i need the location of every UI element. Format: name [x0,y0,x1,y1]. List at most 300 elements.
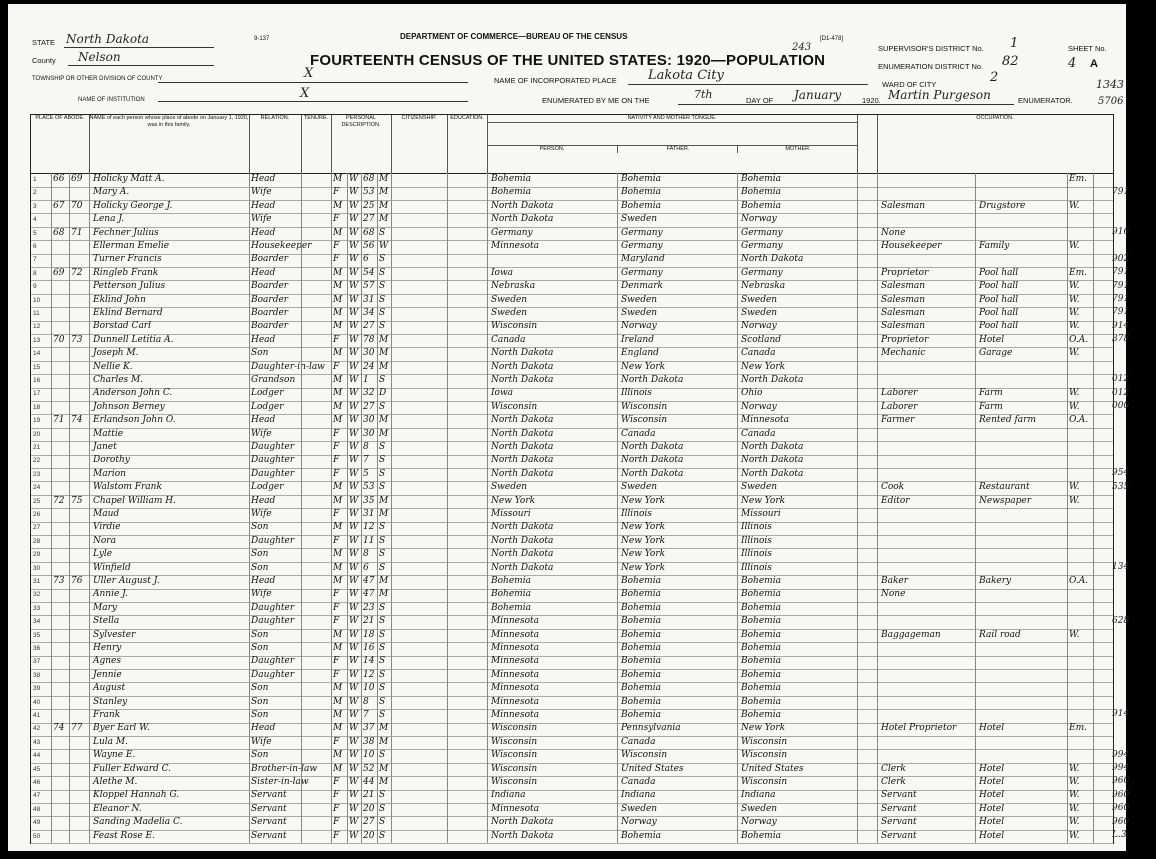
margin-number: 994 [1112,749,1130,760]
cell-mother-birthplace: United States [741,763,804,774]
margin-number: 012 [1112,374,1130,385]
cell-sex: F [333,817,340,828]
margin-number: 791 [1112,186,1130,197]
table-row [31,401,1113,416]
census-sheet [8,4,1130,851]
cell-birthplace: New York [491,495,536,506]
cell-person-name: August [93,683,126,694]
cell-marital-status: M [379,495,389,506]
cell-age: 20 [363,803,375,814]
cell-marital-status: S [379,710,386,720]
cell-race: W [349,549,359,560]
cell-industry: Hotel [979,830,1005,841]
cell-row-number: 30 [33,564,41,572]
cell-relation: Boarder [251,294,289,305]
cell-row-number: 28 [33,537,41,545]
table-row [31,535,1113,550]
cell-marital-status: S [379,616,386,627]
cell-marital-status: S [379,656,386,667]
cell-relation: Sister-in-law [251,777,309,787]
cell-age: 5 [363,468,369,479]
cell-marital-status: S [379,227,386,238]
cell-father-birthplace: New York [621,562,666,573]
cell-birthplace: Bohemia [491,187,531,198]
enum-district-label: ENUMERATION DISTRICT No. [878,62,984,71]
cell-person-name: Johnson Berney [93,401,165,412]
county-label: County [32,56,56,65]
margin-number: 960 [1112,776,1130,787]
cell-race: W [349,388,359,399]
cell-age: 25 [363,200,375,211]
corner-note-1: 1343 [1096,78,1124,91]
cell-race: W [349,187,359,198]
enumerator-name: Martin Purgeson [888,88,991,102]
cell-marital-status: M [379,763,389,774]
cell-age: 6 [363,562,369,573]
cell-birthplace: Wisconsin [491,723,538,734]
cell-birthplace: Minnesota [491,629,540,640]
cell-relation: Wife [251,736,272,747]
cell-relation: Boarder [251,281,289,292]
cell-row-number: 18 [33,403,41,411]
cell-class-of-worker: O.A. [1069,334,1089,345]
cell-mother-birthplace: Bohemia [741,643,781,653]
cell-birthplace: Wisconsin [491,777,538,787]
county-value: Nelson [78,50,121,64]
cell-mother-birthplace: North Dakota [741,375,804,385]
cell-birthplace: Wisconsin [491,401,538,412]
cell-sex: M [333,267,343,278]
cell-marital-status: S [379,455,386,466]
table-row [31,441,1113,456]
cell-industry: Hotel [979,803,1005,814]
subheader-father: FATHER. [617,145,738,153]
column-headers [31,115,1113,174]
cell-mother-birthplace: Germany [741,241,783,251]
cell-age: 38 [363,736,375,747]
cell-father-birthplace: Canada [621,736,656,747]
cell-person-name: Stella [93,616,120,627]
enum-district-value: 82 [1002,54,1019,69]
cell-sex: F [333,509,340,519]
cell-row-number: 43 [33,738,41,746]
cell-age: 27 [363,321,375,332]
supervisor-label: SUPERVISOR'S DISTRICT No. [878,44,984,53]
cell-father-birthplace: Bohemia [621,200,661,211]
cell-marital-status: M [379,214,389,225]
cell-father-birthplace: Wisconsin [621,750,668,761]
cell-person-name: Erlandson John O. [93,415,176,426]
cell-occupation: Laborer [881,388,918,399]
cell-race: W [349,817,359,828]
cell-father-birthplace: North Dakota [621,375,684,385]
cell-birthplace: Minnesota [491,683,540,694]
cell-relation: Housekeeper [251,241,312,251]
cell-family-number: 76 [71,576,83,586]
cell-dwelling-number: 67 [53,200,65,211]
state-value: North Dakota [66,32,150,46]
cell-marital-status: D [379,388,387,399]
cell-father-birthplace: Illinois [621,509,652,519]
cell-industry: Hotel [979,723,1005,734]
table-row [31,803,1113,818]
cell-marital-status: M [379,415,389,426]
cell-relation: Lodger [251,388,284,399]
cell-age: 24 [363,361,375,372]
header-personal: PERSONAL DESCRIPTION. [331,115,392,173]
cell-race: W [349,736,359,747]
cell-row-number: 4 [33,216,37,224]
enumerator-label: ENUMERATOR. [1018,96,1073,105]
cell-father-birthplace: England [621,348,659,359]
cell-class-of-worker: W. [1069,200,1080,211]
enumerated-label: ENUMERATED BY ME ON THE [542,96,650,105]
cell-marital-status: M [379,348,389,359]
cell-person-name: Dorothy [93,455,130,466]
cell-sex: F [333,254,340,265]
cell-birthplace: Indiana [491,790,526,801]
cell-mother-birthplace: Norway [741,817,777,828]
cell-birthplace: Iowa [491,267,514,278]
header-relation: RELATION. [249,115,302,173]
cell-father-birthplace: Bohemia [621,576,661,586]
cell-row-number: 41 [33,712,41,719]
cell-race: W [349,334,359,345]
cell-race: W [349,763,359,774]
cell-father-birthplace: Sweden [621,803,658,814]
cell-mother-birthplace: Wisconsin [741,750,788,761]
cell-race: W [349,777,359,787]
cell-age: 1 [363,375,369,385]
table-row [31,615,1113,630]
cell-relation: Head [251,415,276,426]
cell-marital-status: S [379,308,386,318]
cell-family-number: 72 [71,267,83,278]
cell-race: W [349,669,359,680]
cell-industry: Hotel [979,334,1005,345]
cell-marital-status: M [379,777,389,787]
cell-birthplace: North Dakota [491,535,554,546]
cell-mother-birthplace: Bohemia [741,669,781,680]
cell-class-of-worker: W. [1069,495,1080,506]
cell-birthplace: Wisconsin [491,763,538,774]
cell-birthplace: North Dakota [491,214,554,225]
cell-relation: Head [251,200,276,211]
cell-birthplace: North Dakota [491,830,554,841]
cell-sex: M [333,401,343,412]
cell-mother-birthplace: Illinois [741,535,772,546]
cell-mother-birthplace: Bohemia [741,656,781,667]
cell-person-name: Uller August J. [93,576,160,586]
cell-father-birthplace: Bohemia [621,629,661,640]
cell-marital-status: M [379,361,389,372]
cell-person-name: Dunnell Letitia A. [93,334,174,345]
supervisor-value: 1 [1010,36,1019,51]
cell-row-number: 21 [33,444,41,451]
table-row [31,481,1113,496]
cell-father-birthplace: Canada [621,777,656,787]
cell-relation: Grandson [251,375,296,385]
cell-mother-birthplace: Illinois [741,549,772,560]
cell-race: W [349,562,359,573]
cell-class-of-worker: W. [1069,401,1080,412]
cell-age: 32 [363,388,375,399]
table-row [31,347,1113,362]
state-label: STATE [32,38,56,47]
table-row [31,508,1113,523]
cell-dwelling-number: 72 [53,495,65,506]
cell-race: W [349,321,359,332]
cell-marital-status: S [379,669,386,680]
table-row [31,521,1113,536]
cell-birthplace: Minnesota [491,710,540,720]
cell-mother-birthplace: Wisconsin [741,777,788,787]
cell-birthplace: Minnesota [491,643,540,653]
cell-race: W [349,696,359,707]
cell-row-number: 50 [33,832,41,840]
cell-mother-birthplace: Germany [741,267,783,278]
table-row [31,655,1113,670]
table-row [31,173,1113,188]
corner-note-2: 5706 [1098,96,1124,107]
cell-father-birthplace: Germany [621,241,663,251]
cell-father-birthplace: Illinois [621,388,652,399]
cell-family-number: 73 [71,334,83,345]
table-row [31,454,1113,469]
cell-sex: F [333,616,340,627]
cell-birthplace: Minnesota [491,803,540,814]
cell-race: W [349,589,359,600]
table-row [31,682,1113,697]
cell-person-name: Marion [93,468,126,479]
cell-row-number: 11 [33,310,40,317]
cell-row-number: 37 [33,658,41,666]
cell-marital-status: S [379,549,386,560]
cell-occupation: Clerk [881,763,906,774]
cell-birthplace: Iowa [491,388,514,399]
cell-race: W [349,468,359,479]
cell-row-number: 40 [33,698,41,706]
cell-birthplace: North Dakota [491,817,554,828]
place-label: NAME OF INCORPORATED PLACE [494,76,617,85]
cell-father-birthplace: Sweden [621,294,658,305]
cell-race: W [349,643,359,653]
cell-occupation: Servant [881,790,917,801]
cell-sex: F [333,803,340,814]
cell-sex: M [333,696,343,707]
cell-sex: M [333,174,343,184]
cell-dwelling-number: 66 [53,174,65,184]
cell-marital-status: S [379,602,386,613]
cell-age: 10 [363,750,375,761]
cell-mother-birthplace: Scotland [741,334,782,345]
cell-marital-status: S [379,442,386,452]
cell-age: 35 [363,495,375,506]
cell-marital-status: S [379,562,386,573]
header-tenure: TENURE. [301,115,332,173]
cell-age: 7 [363,455,369,466]
cell-marital-status: S [379,375,386,385]
cell-mother-birthplace: Sweden [741,803,778,814]
cell-age: 8 [363,549,369,560]
cell-marital-status: S [379,790,386,801]
cell-person-name: Frank [93,710,121,720]
cell-father-birthplace: New York [621,522,666,533]
cell-mother-birthplace: Bohemia [741,616,781,627]
table-row [31,749,1113,764]
cell-race: W [349,495,359,506]
cell-mother-birthplace: North Dakota [741,442,804,452]
table-row [31,763,1113,778]
cell-mother-birthplace: Bohemia [741,683,781,694]
cell-race: W [349,683,359,694]
ward-label: WARD OF CITY [882,80,937,89]
cell-marital-status: S [379,482,386,493]
cell-marital-status: M [379,428,389,439]
cell-person-name: Petterson Julius [93,281,166,292]
cell-class-of-worker: Em. [1069,267,1087,278]
table-row [31,642,1113,657]
cell-person-name: Kloppel Hannah G. [93,790,180,801]
cell-row-number: 27 [33,524,41,532]
cell-row-number: 1 [33,176,37,183]
institution-value: X [300,86,310,101]
cell-sex: M [333,763,343,774]
margin-number: 914 [1112,709,1130,720]
cell-person-name: Ringleb Frank [93,267,159,278]
cell-person-name: Holicky Matt A. [93,174,165,184]
cell-row-number: 17 [33,390,41,398]
cell-row-number: 42 [33,725,41,733]
cell-birthplace: Wisconsin [491,750,538,761]
cell-age: 11 [363,535,375,546]
cell-age: 68 [363,227,375,238]
margin-number: 535 [1112,481,1130,492]
table-row [31,414,1113,429]
cell-mother-birthplace: Norway [741,214,777,225]
cell-person-name: Turner Francis [93,254,162,265]
table-row [31,267,1113,282]
cell-marital-status: M [379,589,389,600]
cell-dwelling-number: 68 [53,227,65,238]
cell-marital-status: S [379,830,386,841]
cell-relation: Daughter [251,616,295,627]
cell-occupation: Housekeeper [881,241,942,251]
cell-age: 8 [363,442,369,452]
cell-row-number: 23 [33,470,41,478]
cell-class-of-worker: O.A. [1069,415,1089,426]
cell-age: 34 [363,308,375,318]
cell-father-birthplace: Bohemia [621,710,661,720]
cell-person-name: Henry [93,643,122,653]
cell-dwelling-number: 69 [53,267,65,278]
cell-mother-birthplace: Bohemia [741,200,781,211]
cell-father-birthplace: North Dakota [621,455,684,466]
cell-occupation: Servant [881,803,917,814]
cell-relation: Boarder [251,308,289,318]
table-row [31,776,1113,791]
cell-class-of-worker: W. [1069,830,1080,841]
cell-mother-birthplace: Minnesota [741,415,790,426]
cell-sex: M [333,375,343,385]
cell-relation: Servant [251,817,287,828]
cell-age: 16 [363,643,375,653]
cell-age: 57 [363,281,375,292]
cell-row-number: 9 [33,283,37,291]
cell-person-name: Walstom Frank [93,482,162,493]
cell-father-birthplace: New York [621,549,666,560]
cell-row-number: 16 [33,377,41,384]
cell-occupation: Salesman [881,200,926,211]
cell-sex: M [333,750,343,761]
cell-person-name: Fechner Julius [93,227,159,238]
margin-number: 378 [1112,334,1130,345]
cell-birthplace: Minnesota [491,616,540,627]
cell-row-number: 5 [33,229,37,237]
cell-class-of-worker: W. [1069,281,1080,292]
cell-occupation: Servant [881,817,917,828]
cell-mother-birthplace: Sweden [741,308,778,318]
cell-marital-status: M [379,576,389,586]
cell-occupation: Cook [881,482,905,493]
margin-number: 791 [1112,267,1130,278]
cell-race: W [349,656,359,667]
cell-mother-birthplace: Sweden [741,294,778,305]
cell-father-birthplace: Bohemia [621,174,661,184]
cell-race: W [349,401,359,412]
margin-number: 914 [1112,320,1130,331]
cell-race: W [349,267,359,278]
table-row [31,588,1113,603]
cell-birthplace: Missouri [491,509,531,519]
table-row [31,307,1113,322]
cell-person-name: Joseph M. [93,348,139,359]
table-row [31,320,1113,335]
cell-person-name: Annie J. [93,589,128,600]
cell-race: W [349,710,359,720]
cell-row-number: 7 [33,256,37,264]
cell-birthplace: Minnesota [491,669,540,680]
cell-row-number: 39 [33,685,41,693]
cell-relation: Daughter [251,468,295,479]
place-value: Lakota City [648,68,724,83]
cell-relation: Daughter [251,535,295,546]
margin-number: 960 [1112,789,1130,800]
cell-occupation: None [881,227,906,238]
cell-father-birthplace: Bohemia [621,656,661,667]
cell-father-birthplace: Bohemia [621,643,661,653]
cell-age: 8 [363,696,369,707]
cell-marital-status: M [379,174,389,184]
cell-person-name: Wayne E. [93,750,136,761]
census-table [30,114,1114,844]
margin-number: 628 [1112,615,1130,626]
cell-sex: F [333,535,340,546]
cell-person-name: Feast Rose E. [93,830,155,841]
cell-mother-birthplace: Bohemia [741,589,781,600]
cell-relation: Wife [251,214,272,225]
cell-industry: Pool hall [979,267,1019,278]
margin-number: 791 [1112,280,1130,291]
cell-mother-birthplace: Norway [741,401,777,412]
sheet-value: 4 [1068,56,1077,71]
cell-father-birthplace: North Dakota [621,468,684,479]
cell-row-number: 48 [33,805,41,813]
cell-race: W [349,308,359,318]
enumerated-month: January [794,88,842,102]
cell-age: 30 [363,348,375,359]
cell-mother-birthplace: Missouri [741,509,781,519]
